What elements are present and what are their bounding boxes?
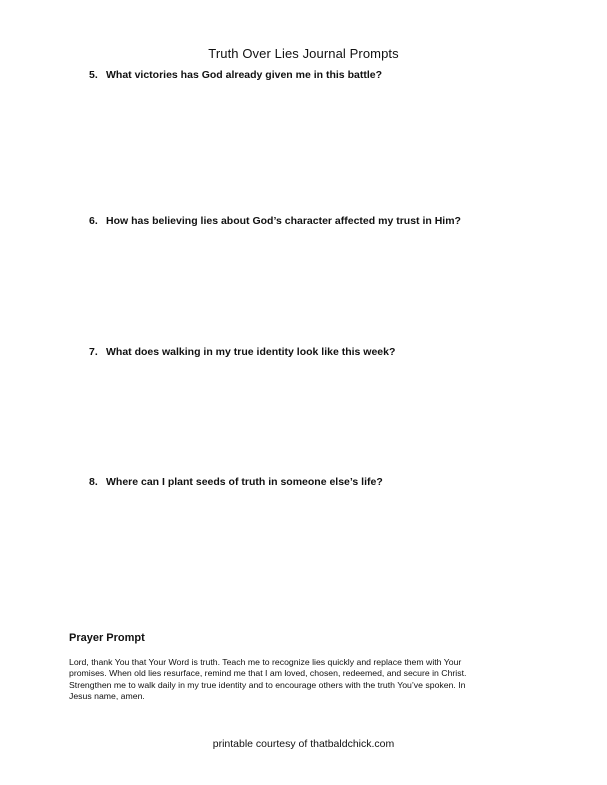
prompt-text: What does walking in my true identity look like this week?: [106, 346, 396, 358]
journal-prompt-7: [89, 346, 549, 358]
prompt-number: 5.: [89, 69, 98, 81]
prayer-heading: Prayer Prompt: [69, 632, 145, 644]
journal-prompt-8: [89, 476, 549, 488]
journal-prompt-5: [89, 69, 549, 81]
prompt-number: 7.: [89, 346, 98, 358]
prayer-line: Lord, thank You that Your Word is truth. Teach me to recognize lies quickly and replace them with Your: [69, 657, 462, 667]
prayer-body: [69, 657, 544, 703]
prayer-line: promises. When old lies resurface, remind me that I am loved, chosen, redeemed, and secure in Christ.: [69, 668, 467, 679]
prayer-line: Strengthen me to walk daily in my true identity and to encourage others with the truth You’ve spoken. In: [69, 679, 466, 690]
prompt-text: What victories has God already given me in this battle?: [106, 69, 382, 81]
prompt-text: How has believing lies about God’s character affected my trust in Him?: [106, 215, 461, 227]
prompt-number: 6.: [89, 215, 98, 227]
prompt-number: 8.: [89, 476, 98, 488]
page-title: Truth Over Lies Journal Prompts: [208, 46, 399, 61]
prompt-text: Where can I plant seeds of truth in someone else’s life?: [106, 476, 383, 488]
prayer-line: Jesus name, amen.: [69, 691, 145, 702]
footer-credit: printable courtesy of thatbaldchick.com: [212, 738, 395, 750]
journal-prompt-6: [89, 215, 549, 227]
